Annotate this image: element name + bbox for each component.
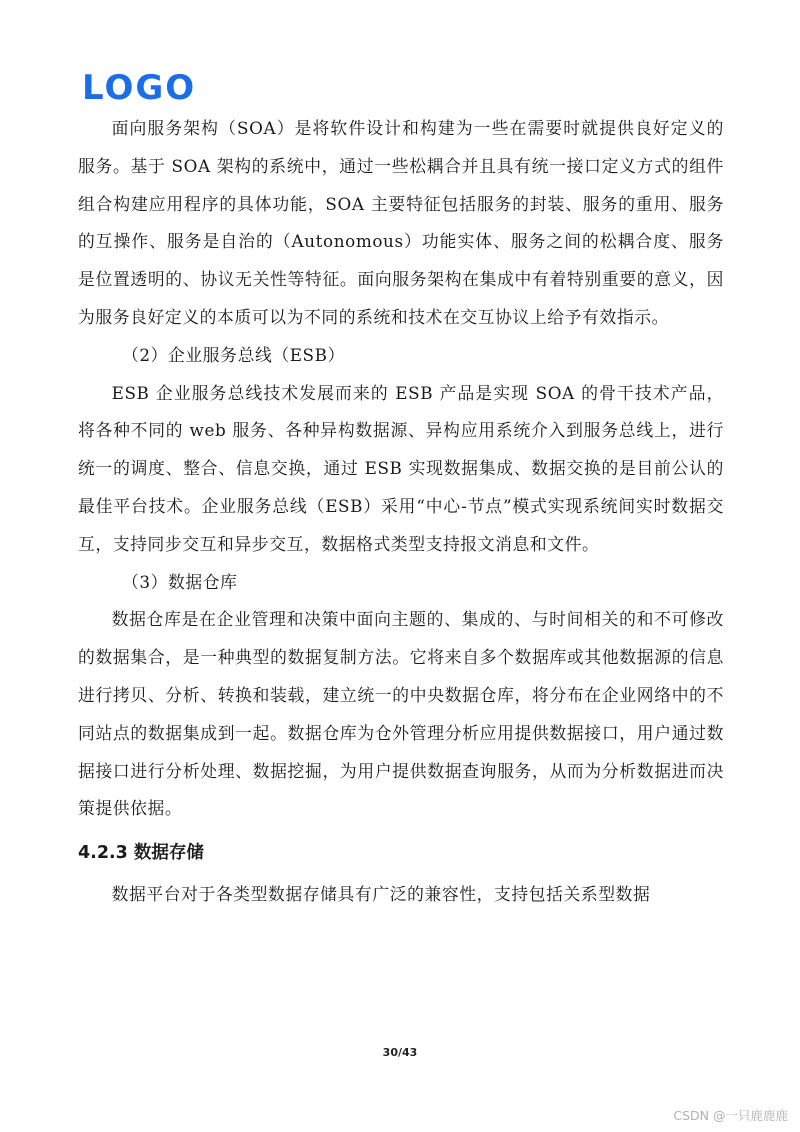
paragraph-data-warehouse: 数据仓库是在企业管理和决策中面向主题的、集成的、与时间相关的和不可修改的数据集合，是一种典型的数据复制方法。它将来自多个数据库或其他数据源的信息进行拷贝、分析、转换和装载，建立统一的中央数据仓库，将分布在企业网络中的不同站点的数据集成到一起。数据仓库为仓外管理分析应用提供数据接口，用户通过数据接口进行分析处理、数据挖掘，为用户提供数据查询服务，从而为分析数据进而决策提供依据。 xyxy=(78,609,724,819)
paragraph-data-storage: 数据平台对于各类型数据存储具有广泛的兼容性，支持包括关系型数据 xyxy=(111,884,651,905)
document-body xyxy=(78,110,724,914)
watermark: CSDN @一只鹿鹿鹿 xyxy=(673,1108,788,1123)
page-number: 30/43 xyxy=(382,1046,418,1059)
subheading-data-warehouse: （3）数据仓库 xyxy=(122,571,238,592)
paragraph-soa: 面向服务架构（SOA）是将软件设计和构建为一些在需要时就提供良好定义的服务。基于 SOA 架构的系统中，通过一些松耦合并且具有统一接口定义方式的组件组合构建应用程序的具体功能，SOA 主要特征包括服务的封装、服务的重用、服务的互操作、服务是自治的（Autonomous）功能实体、服务之间的松耦合度、服务是位置透明的、协议无关性等特征。面向服务架构在集成中有着特别重要的意义，因为服务良好定义的本质可以为不同的系统和技术在交互协议上给予有效指示。 xyxy=(78,118,724,327)
paragraph-esb: ESB 企业服务总线技术发展而来的 ESB 产品是实现 SOA 的骨干技术产品，将各种不同的 web 服务、各种异构数据源、异构应用系统介入到服务总线上，进行统一的调度、整合、信息交换，通过 ESB 实现数据集成、数据交换的是目前公认的最佳平台技术。企业服务总线（ESB）采用“中心-节点”模式实现系统间实时数据交互，支持同步交互和异步交互，数据格式类型支持报文消息和文件。 xyxy=(78,382,724,554)
section-title-data-storage: 4.2.3 数据存储 xyxy=(78,843,204,864)
logo: LOGO xyxy=(82,68,197,108)
subheading-esb: （2）企业服务总线（ESB） xyxy=(122,344,345,365)
